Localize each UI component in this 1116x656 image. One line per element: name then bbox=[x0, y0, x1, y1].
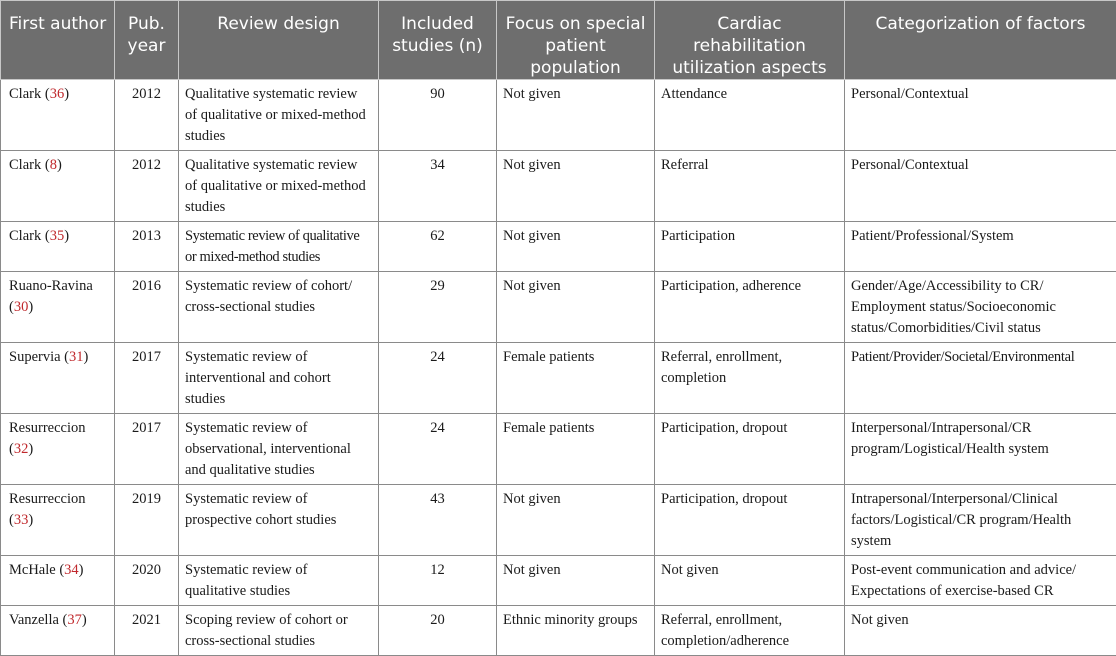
author-cell: Clark (35) bbox=[1, 222, 115, 272]
reference-link[interactable]: 35 bbox=[50, 228, 65, 244]
table-row bbox=[1, 151, 1116, 222]
aspects-cell: Referral bbox=[655, 151, 845, 222]
author-cell: Supervia (31) bbox=[1, 343, 115, 414]
studies-cell: 90 bbox=[379, 80, 497, 151]
aspects-cell: Attendance bbox=[655, 80, 845, 151]
factors-cell: Not given bbox=[845, 606, 1116, 656]
author-name: Ruano-Ravina bbox=[9, 278, 93, 294]
focus-cell: Not given bbox=[497, 272, 655, 343]
author-cell: Ruano-Ravina (30) bbox=[1, 272, 115, 343]
header-first-author: First author bbox=[1, 1, 115, 80]
design-cell: Scoping review of cohort or cross-sectional studies bbox=[179, 606, 379, 656]
header-focus-population: Focus on special patient population bbox=[497, 1, 655, 80]
factors-cell: Personal/Contextual bbox=[845, 80, 1116, 151]
design-cell: Systematic review of cohort/ cross-sectional studies bbox=[179, 272, 379, 343]
header-categorization: Categorization of factors bbox=[845, 1, 1116, 80]
header-row bbox=[1, 1, 1116, 80]
author-cell: Resurreccion (33) bbox=[1, 485, 115, 556]
year-cell: 2012 bbox=[115, 80, 179, 151]
reference-link[interactable]: 37 bbox=[67, 612, 82, 628]
year-cell: 2021 bbox=[115, 606, 179, 656]
author-name: Supervia bbox=[9, 349, 61, 365]
design-cell: Systematic review of qualitative studies bbox=[179, 556, 379, 606]
year-cell: 2013 bbox=[115, 222, 179, 272]
design-cell: Systematic review of observational, interventional and qualitative studies bbox=[179, 414, 379, 485]
table-row bbox=[1, 80, 1116, 151]
author-cell: Clark (36) bbox=[1, 80, 115, 151]
aspects-cell: Participation, dropout bbox=[655, 414, 845, 485]
aspects-cell: Participation bbox=[655, 222, 845, 272]
table-row bbox=[1, 485, 1116, 556]
studies-cell: 62 bbox=[379, 222, 497, 272]
table-row bbox=[1, 606, 1116, 656]
author-cell: Clark (8) bbox=[1, 151, 115, 222]
studies-cell: 29 bbox=[379, 272, 497, 343]
header-included-studies: Included studies (n) bbox=[379, 1, 497, 80]
reference-link[interactable]: 8 bbox=[50, 157, 57, 173]
year-cell: 2016 bbox=[115, 272, 179, 343]
author-cell: McHale (34) bbox=[1, 556, 115, 606]
focus-cell: Not given bbox=[497, 485, 655, 556]
author-name: Clark bbox=[9, 228, 41, 244]
focus-cell: Female patients bbox=[497, 343, 655, 414]
table-row bbox=[1, 343, 1116, 414]
aspects-cell: Referral, enrollment, completion bbox=[655, 343, 845, 414]
design-cell: Qualitative systematic review of qualitative or mixed-method studies bbox=[179, 151, 379, 222]
reference-link[interactable]: 31 bbox=[69, 349, 84, 365]
table-row bbox=[1, 556, 1116, 606]
header-cr-aspects: Cardiac rehabilitation utilization aspects bbox=[655, 1, 845, 80]
table-row bbox=[1, 222, 1116, 272]
reference-link[interactable]: 36 bbox=[50, 86, 65, 102]
factors-cell: Interpersonal/Intrapersonal/CR program/Logistical/Health system bbox=[845, 414, 1116, 485]
reference-link[interactable]: 34 bbox=[64, 562, 79, 578]
studies-cell: 20 bbox=[379, 606, 497, 656]
studies-cell: 12 bbox=[379, 556, 497, 606]
author-name: Resurreccion bbox=[9, 491, 86, 507]
year-cell: 2017 bbox=[115, 414, 179, 485]
design-cell: Qualitative systematic review of qualitative or mixed-method studies bbox=[179, 80, 379, 151]
design-cell: Systematic review of prospective cohort studies bbox=[179, 485, 379, 556]
reference-link[interactable]: 33 bbox=[14, 512, 29, 528]
focus-cell: Not given bbox=[497, 151, 655, 222]
header-pub-year: Pub. year bbox=[115, 1, 179, 80]
author-name: Clark bbox=[9, 86, 41, 102]
factors-cell: Gender/Age/Accessibility to CR/ Employment status/Socioeconomic status/Comorbidities/Civil status bbox=[845, 272, 1116, 343]
aspects-cell: Referral, enrollment, completion/adherence bbox=[655, 606, 845, 656]
design-cell: Systematic review of qualitative or mixed-method studies bbox=[179, 222, 379, 272]
author-name: Clark bbox=[9, 157, 41, 173]
factors-cell: Post-event communication and advice/ Expectations of exercise-based CR bbox=[845, 556, 1116, 606]
header-review-design: Review design bbox=[179, 1, 379, 80]
aspects-cell: Not given bbox=[655, 556, 845, 606]
author-cell: Vanzella (37) bbox=[1, 606, 115, 656]
year-cell: 2017 bbox=[115, 343, 179, 414]
factors-cell: Intrapersonal/Interpersonal/Clinical factors/Logistical/CR program/Health system bbox=[845, 485, 1116, 556]
focus-cell: Not given bbox=[497, 556, 655, 606]
design-cell: Systematic review of interventional and cohort studies bbox=[179, 343, 379, 414]
studies-cell: 24 bbox=[379, 414, 497, 485]
focus-cell: Female patients bbox=[497, 414, 655, 485]
author-name: Resurreccion bbox=[9, 420, 86, 436]
studies-cell: 43 bbox=[379, 485, 497, 556]
focus-cell: Not given bbox=[497, 80, 655, 151]
factors-cell: Patient/Provider/Societal/Environmental bbox=[845, 343, 1116, 414]
factors-cell: Patient/Professional/System bbox=[845, 222, 1116, 272]
studies-cell: 24 bbox=[379, 343, 497, 414]
focus-cell: Not given bbox=[497, 222, 655, 272]
focus-cell: Ethnic minority groups bbox=[497, 606, 655, 656]
reference-link[interactable]: 30 bbox=[14, 299, 29, 315]
author-cell: Resurreccion (32) bbox=[1, 414, 115, 485]
factors-cell: Personal/Contextual bbox=[845, 151, 1116, 222]
reference-link[interactable]: 32 bbox=[14, 441, 29, 457]
year-cell: 2020 bbox=[115, 556, 179, 606]
year-cell: 2019 bbox=[115, 485, 179, 556]
author-name: McHale bbox=[9, 562, 56, 578]
author-name: Vanzella bbox=[9, 612, 59, 628]
year-cell: 2012 bbox=[115, 151, 179, 222]
table-row bbox=[1, 272, 1116, 343]
aspects-cell: Participation, dropout bbox=[655, 485, 845, 556]
studies-cell: 34 bbox=[379, 151, 497, 222]
table-row bbox=[1, 414, 1116, 485]
aspects-cell: Participation, adherence bbox=[655, 272, 845, 343]
